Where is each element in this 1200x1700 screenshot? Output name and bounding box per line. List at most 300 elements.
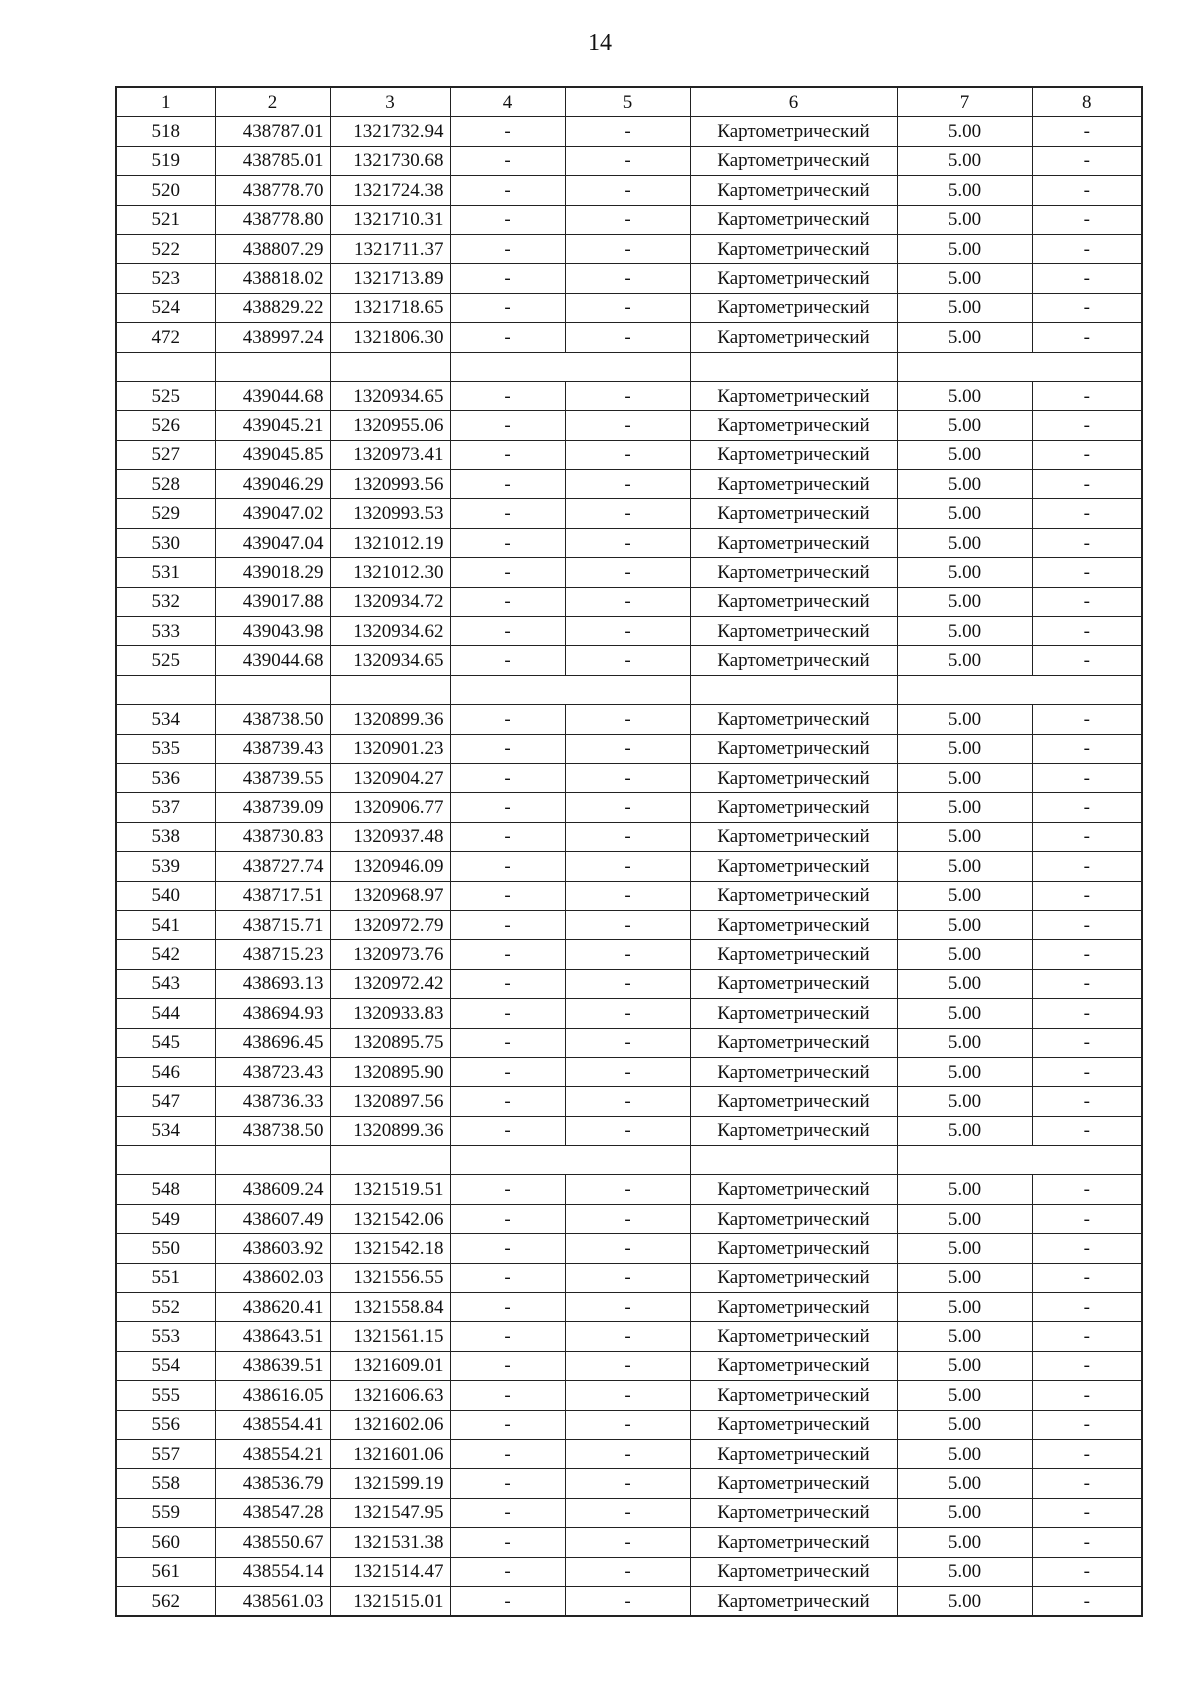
- table-cell: 554: [116, 1351, 215, 1380]
- page-number: 14: [588, 30, 612, 56]
- table-row: [116, 705, 1142, 734]
- table-cell: -: [450, 940, 565, 969]
- table-cell: Картометрический: [690, 1204, 897, 1233]
- table-cell: Картометрический: [690, 1116, 897, 1145]
- table-cell: 534: [116, 1116, 215, 1145]
- table-cell: -: [1032, 205, 1142, 234]
- table-cell: -: [565, 146, 690, 175]
- table-row: [116, 1381, 1142, 1410]
- table-cell: -: [450, 1439, 565, 1468]
- table-cell: 557: [116, 1439, 215, 1468]
- empty-cell: [215, 675, 330, 704]
- table-cell: 5.00: [897, 852, 1032, 881]
- table-cell: 5.00: [897, 734, 1032, 763]
- table-cell: -: [450, 234, 565, 263]
- empty-cell: [897, 675, 1032, 704]
- table-cell: -: [565, 1116, 690, 1145]
- empty-cell: [690, 1146, 897, 1175]
- table-cell: 535: [116, 734, 215, 763]
- table-cell: -: [1032, 1469, 1142, 1498]
- table-cell: -: [1032, 910, 1142, 939]
- table-cell: -: [1032, 470, 1142, 499]
- table-cell: -: [1032, 1322, 1142, 1351]
- table-cell: 438727.74: [215, 852, 330, 881]
- coordinates-table: [115, 86, 1143, 1617]
- table-cell: 547: [116, 1087, 215, 1116]
- table-cell: 1321558.84: [330, 1293, 450, 1322]
- table-cell: -: [450, 411, 565, 440]
- table-cell: -: [565, 734, 690, 763]
- table-cell: Картометрический: [690, 1528, 897, 1557]
- table-cell: Картометрический: [690, 323, 897, 352]
- table-cell: 438550.67: [215, 1528, 330, 1557]
- table-cell: -: [1032, 1351, 1142, 1380]
- table-cell: -: [450, 499, 565, 528]
- column-header: 4: [450, 87, 565, 117]
- table-cell: Картометрический: [690, 734, 897, 763]
- table-cell: 5.00: [897, 1322, 1032, 1351]
- table-cell: -: [450, 1351, 565, 1380]
- table-cell: Картометрический: [690, 1381, 897, 1410]
- table-cell: 1321806.30: [330, 323, 450, 352]
- empty-cell: [1032, 352, 1142, 381]
- table-cell: -: [565, 499, 690, 528]
- table-cell: 1321599.19: [330, 1469, 450, 1498]
- table-cell: 5.00: [897, 1469, 1032, 1498]
- table-row: [116, 1439, 1142, 1468]
- table-cell: 1321012.30: [330, 558, 450, 587]
- table-row: [116, 852, 1142, 881]
- table-cell: 562: [116, 1586, 215, 1616]
- table-cell: 553: [116, 1322, 215, 1351]
- table-cell: 5.00: [897, 646, 1032, 675]
- table-row: [116, 381, 1142, 410]
- table-cell: -: [565, 440, 690, 469]
- table-cell: 1321711.37: [330, 234, 450, 263]
- table-cell: -: [1032, 940, 1142, 969]
- table-cell: Картометрический: [690, 1410, 897, 1439]
- table-cell: Картометрический: [690, 146, 897, 175]
- table-cell: -: [450, 470, 565, 499]
- table-cell: Картометрический: [690, 264, 897, 293]
- table-cell: 528: [116, 470, 215, 499]
- table-row: [116, 176, 1142, 205]
- table-cell: 5.00: [897, 1028, 1032, 1057]
- table-cell: -: [450, 1410, 565, 1439]
- table-cell: -: [1032, 499, 1142, 528]
- table-cell: -: [565, 1293, 690, 1322]
- table-row: [116, 558, 1142, 587]
- table-cell: Картометрический: [690, 1586, 897, 1616]
- table-cell: 438738.50: [215, 705, 330, 734]
- table-cell: 5.00: [897, 558, 1032, 587]
- table-cell: -: [1032, 1087, 1142, 1116]
- table-cell: 5.00: [897, 1410, 1032, 1439]
- table-cell: 5.00: [897, 1116, 1032, 1145]
- table-cell: -: [450, 1469, 565, 1498]
- table-cell: -: [450, 1234, 565, 1263]
- table-cell: 530: [116, 528, 215, 557]
- table-cell: 1321601.06: [330, 1439, 450, 1468]
- table-row: [116, 1322, 1142, 1351]
- table-cell: 5.00: [897, 940, 1032, 969]
- table-cell: 542: [116, 940, 215, 969]
- table-cell: -: [1032, 763, 1142, 792]
- table-cell: 524: [116, 293, 215, 322]
- table-cell: 5.00: [897, 1087, 1032, 1116]
- column-header: 1: [116, 87, 215, 117]
- table-cell: 472: [116, 323, 215, 352]
- table-cell: 1320946.09: [330, 852, 450, 881]
- table-cell: -: [565, 999, 690, 1028]
- table-cell: 549: [116, 1204, 215, 1233]
- table-row: [116, 1175, 1142, 1204]
- table-cell: 531: [116, 558, 215, 587]
- table-cell: 5.00: [897, 440, 1032, 469]
- table-cell: 438739.55: [215, 763, 330, 792]
- table-cell: -: [565, 852, 690, 881]
- table-cell: 544: [116, 999, 215, 1028]
- table-cell: -: [1032, 1586, 1142, 1616]
- table-cell: 1320904.27: [330, 763, 450, 792]
- table-cell: 438715.71: [215, 910, 330, 939]
- table-cell: 560: [116, 1528, 215, 1557]
- table-cell: 438715.23: [215, 940, 330, 969]
- table-cell: -: [450, 293, 565, 322]
- table-cell: 438739.09: [215, 793, 330, 822]
- table-cell: Картометрический: [690, 1293, 897, 1322]
- table-cell: 526: [116, 411, 215, 440]
- empty-cell: [1032, 675, 1142, 704]
- table-cell: 438696.45: [215, 1028, 330, 1057]
- table-cell: Картометрический: [690, 176, 897, 205]
- table-row: [116, 146, 1142, 175]
- table-cell: 438818.02: [215, 264, 330, 293]
- table-row: [116, 793, 1142, 822]
- table-cell: 5.00: [897, 499, 1032, 528]
- table-cell: 5.00: [897, 969, 1032, 998]
- table-cell: -: [1032, 587, 1142, 616]
- empty-cell: [215, 352, 330, 381]
- table-cell: -: [1032, 646, 1142, 675]
- table-cell: 519: [116, 146, 215, 175]
- table-cell: -: [1032, 293, 1142, 322]
- table-cell: -: [565, 528, 690, 557]
- table-cell: 525: [116, 646, 215, 675]
- table-row: [116, 999, 1142, 1028]
- table-cell: 438807.29: [215, 234, 330, 263]
- table-cell: 1321556.55: [330, 1263, 450, 1292]
- table-cell: Картометрический: [690, 1439, 897, 1468]
- table-cell: 1321542.06: [330, 1204, 450, 1233]
- table-row: [116, 1087, 1142, 1116]
- empty-cell: [450, 352, 565, 381]
- table-cell: -: [565, 470, 690, 499]
- table-cell: 523: [116, 264, 215, 293]
- table-row: [116, 470, 1142, 499]
- table-cell: 5.00: [897, 1293, 1032, 1322]
- table-cell: 439045.85: [215, 440, 330, 469]
- table-cell: 1320955.06: [330, 411, 450, 440]
- table-cell: -: [450, 910, 565, 939]
- table-cell: -: [1032, 176, 1142, 205]
- table-cell: 536: [116, 763, 215, 792]
- table-cell: -: [565, 117, 690, 146]
- table-cell: -: [450, 1293, 565, 1322]
- table-cell: 534: [116, 705, 215, 734]
- table-cell: -: [565, 1586, 690, 1616]
- table-cell: 520: [116, 176, 215, 205]
- table-cell: 438536.79: [215, 1469, 330, 1498]
- table-cell: 1320972.79: [330, 910, 450, 939]
- table-row: [116, 1234, 1142, 1263]
- table-cell: -: [1032, 1439, 1142, 1468]
- table-cell: -: [1032, 1057, 1142, 1086]
- table-cell: -: [450, 617, 565, 646]
- table-cell: -: [450, 1028, 565, 1057]
- table-row: [116, 264, 1142, 293]
- table-cell: 5.00: [897, 323, 1032, 352]
- table-cell: -: [1032, 1410, 1142, 1439]
- table-cell: 1321514.47: [330, 1557, 450, 1586]
- table-cell: 5.00: [897, 881, 1032, 910]
- table-cell: 5.00: [897, 1586, 1032, 1616]
- table-cell: Картометрический: [690, 617, 897, 646]
- table-cell: 438738.50: [215, 1116, 330, 1145]
- table-cell: 5.00: [897, 763, 1032, 792]
- empty-cell: [690, 675, 897, 704]
- table-row: [116, 205, 1142, 234]
- table-cell: 438693.13: [215, 969, 330, 998]
- table-cell: Картометрический: [690, 440, 897, 469]
- table-cell: 1320993.53: [330, 499, 450, 528]
- table-cell: -: [1032, 440, 1142, 469]
- table-cell: -: [1032, 1204, 1142, 1233]
- table-cell: 5.00: [897, 1557, 1032, 1586]
- group-separator-row: [116, 1146, 1142, 1175]
- table-row: [116, 969, 1142, 998]
- table-cell: -: [1032, 1557, 1142, 1586]
- table-cell: 1320937.48: [330, 822, 450, 851]
- table-row: [116, 528, 1142, 557]
- table-cell: 555: [116, 1381, 215, 1410]
- table-cell: 548: [116, 1175, 215, 1204]
- table-row: [116, 587, 1142, 616]
- table-cell: Картометрический: [690, 1322, 897, 1351]
- table-cell: Картометрический: [690, 234, 897, 263]
- table-row: [116, 234, 1142, 263]
- table-cell: 1320897.56: [330, 1087, 450, 1116]
- table-cell: 438561.03: [215, 1586, 330, 1616]
- column-header: 6: [690, 87, 897, 117]
- table-cell: -: [450, 1175, 565, 1204]
- table-cell: 1320899.36: [330, 705, 450, 734]
- table-cell: -: [450, 440, 565, 469]
- table-cell: 5.00: [897, 999, 1032, 1028]
- table-cell: 1321713.89: [330, 264, 450, 293]
- table-cell: -: [1032, 969, 1142, 998]
- table-cell: -: [565, 1057, 690, 1086]
- table-cell: 438547.28: [215, 1498, 330, 1527]
- table-cell: 438554.21: [215, 1439, 330, 1468]
- table-cell: 522: [116, 234, 215, 263]
- table-row: [116, 940, 1142, 969]
- table-cell: -: [450, 793, 565, 822]
- table-cell: 1320973.41: [330, 440, 450, 469]
- table-cell: -: [1032, 793, 1142, 822]
- table-cell: -: [1032, 705, 1142, 734]
- table-cell: 546: [116, 1057, 215, 1086]
- table-cell: -: [565, 881, 690, 910]
- table-header-row: [116, 87, 1142, 117]
- table-cell: -: [450, 528, 565, 557]
- table-cell: 1321531.38: [330, 1528, 450, 1557]
- table-cell: Картометрический: [690, 881, 897, 910]
- empty-cell: [450, 1146, 565, 1175]
- table-cell: 438603.92: [215, 1234, 330, 1263]
- table-cell: 5.00: [897, 1234, 1032, 1263]
- table-cell: 1320895.90: [330, 1057, 450, 1086]
- column-header: 7: [897, 87, 1032, 117]
- table-cell: 5.00: [897, 381, 1032, 410]
- empty-cell: [565, 675, 690, 704]
- table-cell: -: [450, 587, 565, 616]
- table-cell: 5.00: [897, 1351, 1032, 1380]
- table-cell: 439044.68: [215, 646, 330, 675]
- table-cell: Картометрический: [690, 1057, 897, 1086]
- table-cell: 1321519.51: [330, 1175, 450, 1204]
- table-cell: -: [565, 1410, 690, 1439]
- table-cell: 537: [116, 793, 215, 822]
- table-cell: -: [565, 910, 690, 939]
- table-cell: 5.00: [897, 146, 1032, 175]
- empty-cell: [897, 352, 1032, 381]
- table-cell: Картометрический: [690, 793, 897, 822]
- table-cell: 438616.05: [215, 1381, 330, 1410]
- table-cell: -: [450, 323, 565, 352]
- table-row: [116, 1498, 1142, 1527]
- table-cell: -: [1032, 1381, 1142, 1410]
- table-cell: 521: [116, 205, 215, 234]
- table-cell: -: [565, 1322, 690, 1351]
- table-cell: 5.00: [897, 587, 1032, 616]
- table-cell: Картометрический: [690, 705, 897, 734]
- table-cell: -: [450, 1498, 565, 1527]
- table-cell: 529: [116, 499, 215, 528]
- empty-cell: [565, 352, 690, 381]
- table-cell: 5.00: [897, 470, 1032, 499]
- empty-cell: [450, 675, 565, 704]
- table-cell: -: [1032, 822, 1142, 851]
- group-separator-row: [116, 675, 1142, 704]
- table-cell: -: [450, 1528, 565, 1557]
- empty-cell: [215, 1146, 330, 1175]
- table-cell: 1321730.68: [330, 146, 450, 175]
- table-cell: -: [565, 793, 690, 822]
- table-cell: Картометрический: [690, 822, 897, 851]
- table-cell: 5.00: [897, 176, 1032, 205]
- table-cell: -: [565, 1263, 690, 1292]
- table-cell: -: [1032, 852, 1142, 881]
- table-row: [116, 822, 1142, 851]
- table-cell: 5.00: [897, 822, 1032, 851]
- table-cell: 1321561.15: [330, 1322, 450, 1351]
- table-cell: 438785.01: [215, 146, 330, 175]
- table-cell: 438643.51: [215, 1322, 330, 1351]
- table-cell: 439017.88: [215, 587, 330, 616]
- table-cell: 5.00: [897, 234, 1032, 263]
- table-cell: -: [450, 646, 565, 675]
- table-cell: Картометрический: [690, 411, 897, 440]
- table-cell: 5.00: [897, 1204, 1032, 1233]
- table-cell: -: [450, 705, 565, 734]
- table-cell: Картометрический: [690, 1351, 897, 1380]
- empty-cell: [690, 352, 897, 381]
- table-cell: Картометрический: [690, 117, 897, 146]
- table-cell: Картометрический: [690, 499, 897, 528]
- table-cell: -: [565, 1087, 690, 1116]
- table-cell: 5.00: [897, 528, 1032, 557]
- empty-cell: [897, 1146, 1032, 1175]
- table-cell: 1321724.38: [330, 176, 450, 205]
- table-cell: 5.00: [897, 411, 1032, 440]
- table-cell: 439047.02: [215, 499, 330, 528]
- table-cell: -: [565, 940, 690, 969]
- table-row: [116, 1469, 1142, 1498]
- table-cell: 1320901.23: [330, 734, 450, 763]
- table-cell: -: [1032, 528, 1142, 557]
- table-cell: -: [1032, 1175, 1142, 1204]
- table-cell: 438554.14: [215, 1557, 330, 1586]
- table-cell: -: [450, 205, 565, 234]
- table-cell: -: [450, 1204, 565, 1233]
- table-cell: 438723.43: [215, 1057, 330, 1086]
- table-cell: 533: [116, 617, 215, 646]
- table-cell: 5.00: [897, 1175, 1032, 1204]
- table-cell: -: [565, 1498, 690, 1527]
- table-body: [116, 117, 1142, 1616]
- group-separator-row: [116, 352, 1142, 381]
- table-row: [116, 411, 1142, 440]
- table-cell: -: [565, 969, 690, 998]
- table-cell: 1320933.83: [330, 999, 450, 1028]
- table-cell: Картометрический: [690, 381, 897, 410]
- table-cell: -: [450, 1381, 565, 1410]
- table-row: [116, 1351, 1142, 1380]
- table-row: [116, 1057, 1142, 1086]
- table-cell: -: [565, 234, 690, 263]
- table-cell: -: [1032, 999, 1142, 1028]
- table-cell: 559: [116, 1498, 215, 1527]
- table-cell: 438717.51: [215, 881, 330, 910]
- table-cell: -: [565, 1351, 690, 1380]
- table-cell: 439045.21: [215, 411, 330, 440]
- table-cell: 5.00: [897, 705, 1032, 734]
- table-cell: -: [565, 705, 690, 734]
- table-cell: -: [450, 1586, 565, 1616]
- table-cell: 1321515.01: [330, 1586, 450, 1616]
- table-row: [116, 881, 1142, 910]
- table-cell: 1321606.63: [330, 1381, 450, 1410]
- table-cell: Картометрический: [690, 910, 897, 939]
- table-cell: -: [565, 1528, 690, 1557]
- table-cell: -: [1032, 1234, 1142, 1263]
- column-header: 2: [215, 87, 330, 117]
- table-row: [116, 1586, 1142, 1616]
- table-row: [116, 293, 1142, 322]
- table-cell: -: [450, 1116, 565, 1145]
- table-cell: -: [565, 1439, 690, 1468]
